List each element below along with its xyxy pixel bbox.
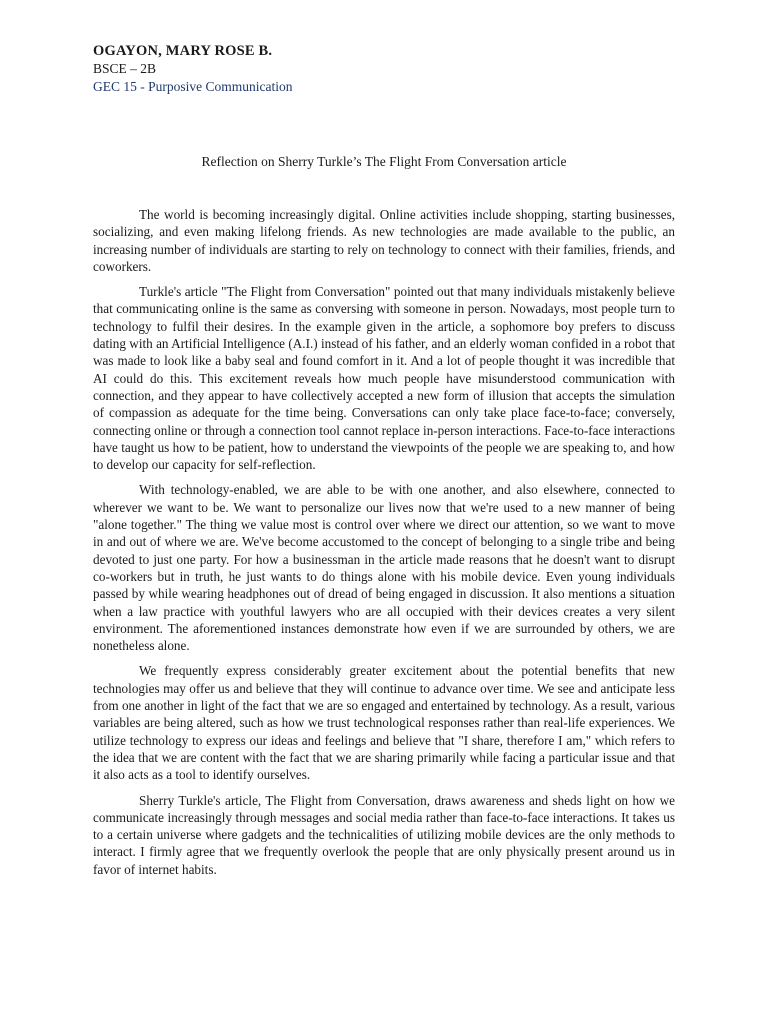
document-title: Reflection on Sherry Turkle’s The Flight From Conversation article — [201, 154, 567, 169]
paragraph: With technology-enabled, we are able to be with one another, and also elsewhere, connected to wherever we want to be. We want to personalize our lives now that we're used to a new manner of being "alone together." The thing we value most is control over where we direct our attention, so we want to move in and out of where we are. We've become accustomed to the concept of belonging to a single tribe and being devoted to just one party. For how a businessman in the article made reasons that he doesn't want to disrupt co-workers but in truth, he just wants to do things alone with his mobile device. Even young individuals passed by while wearing headphones out of dread of being engaged in discussion. It also mentions a situation when a law practice with youthful lawyers who are all occupied with their devices creates a very silent environment. The aforementioned instances demonstrate how even if we are surrounded by others, we are nonetheless alone. — [93, 482, 675, 654]
paragraph: Turkle's article "The Flight from Conversation" pointed out that many individuals mistakenly believe that communicating online is the same as conversing with someone in person. Nowadays, most people turn to technology to fulfil their desires. In the example given in the article, a sophomore boy prefers to discuss dating with an Artificial Intelligence (A.I.) instead of his father, and an elderly woman confided in a robot that was made to look like a baby seal and found comfort in it. And a lot of people thought it was incredible that AI could do this. This excitement reveals how much people have misunderstood communication with connection, and they appear to have collectively accepted a new form of illusion that accepts the simulation of compassion as adequate for the time being. Conversations can only take place face-to-face; conversely, connecting online or through a connection tool cannot replace in-person interactions. Face-to-face interactions have taught us how to be patient, how to understand the viewpoints of the people we are speaking to, and how to develop our capacity for self-reflection. — [93, 284, 675, 473]
paragraph: The world is becoming increasingly digital. Online activities include shopping, starting businesses, socializing, and even making lifelong friends. As new technologies are made available to the public, an increasing number of individuals are starting to rely on technology to connect with their families, friends, and coworkers. — [93, 207, 675, 274]
paragraph: Sherry Turkle's article, The Flight from Conversation, draws awareness and sheds light on how we communicate increasingly through messages and social media rather than face-to-face interactions. It takes us to a certain universe where gadgets and the technicalities of utilizing mobile devices are the only methods to interact. I firmly agree that we frequently overlook the people that are only physically present around us in favor of internet habits. — [93, 792, 675, 877]
student-section: BSCE – 2B — [93, 61, 157, 76]
paragraph: We frequently express considerably greater excitement about the potential benefits that new technologies may offer us and believe that they will continue to advance over time. We see and anticipate less from one another in light of the fact that we are so engaged and entertained by technology. As a result, various variables are being altered, such as how we trust technological responses rather than real-life experiences. We utilize technology to express our ideas and feelings and believe that "I share, therefore I am," which refers to the idea that we are content with the fact that we are sharing primarily while facing a particular issue and that it also acts as a tool to identify ourselves. — [93, 663, 675, 783]
author-name: OGAYON, MARY ROSE B. — [93, 43, 273, 59]
course-name: GEC 15 - Purposive Communication — [93, 79, 293, 94]
document-body — [93, 206, 675, 886]
document-header — [93, 42, 293, 96]
